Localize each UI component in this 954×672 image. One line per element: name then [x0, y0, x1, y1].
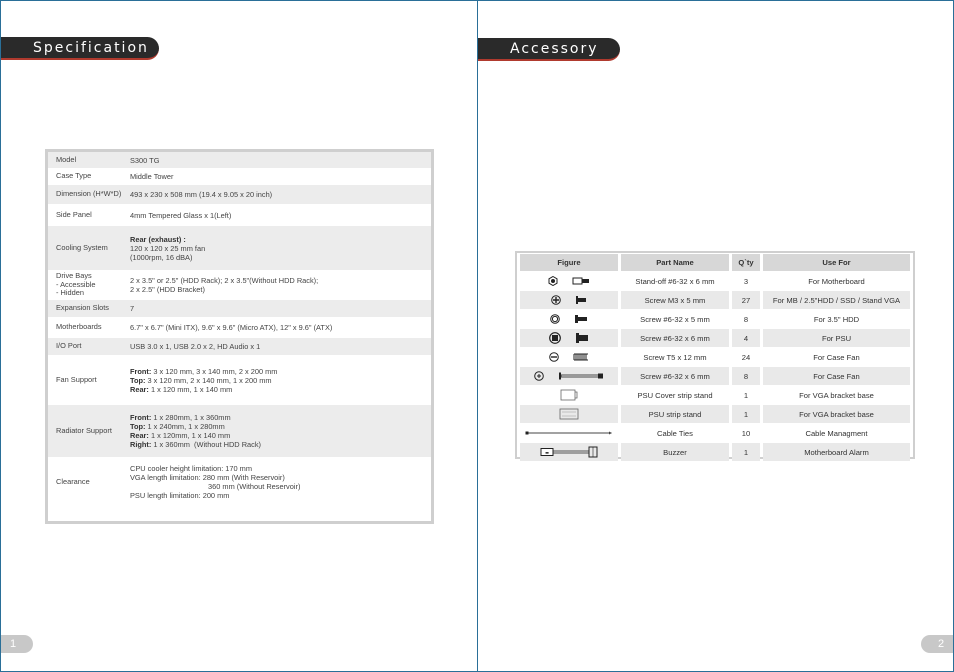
accessory-qty: 4	[732, 329, 760, 347]
spec-row	[48, 204, 431, 226]
spec-row	[48, 152, 431, 168]
spec-value-text: 120 x 120 x 25 mm fan	[130, 243, 206, 253]
spec-value-line	[130, 491, 431, 500]
accessory-row	[520, 405, 910, 423]
spec-value-text: 493 x 230 x 508 mm (19.4 x 9.05 x 20 inch)	[130, 190, 273, 199]
accessory-use-for: For MB / 2.5"HDD / SSD / Stand VGA	[763, 291, 910, 309]
spec-value-line	[130, 376, 431, 385]
spec-row	[48, 226, 431, 270]
spec-value	[130, 405, 431, 457]
spec-value-line	[130, 431, 431, 440]
spec-row	[48, 168, 431, 185]
accessory-qty: 8	[732, 367, 760, 385]
accessory-part-name: Screw M3 x 5 mm	[621, 291, 729, 309]
accessory-use-for: For Case Fan	[813, 352, 860, 362]
spec-label: Model	[56, 154, 77, 164]
spec-value-line	[130, 156, 431, 165]
accessory-row	[520, 272, 910, 290]
buzzer-icon	[520, 443, 618, 461]
spec-value-emphasis: Front:	[130, 366, 152, 376]
spec-value-text: 6.7" x 6.7" (Mini ITX), 9.6" x 9.6" (Micro ATX), 12" x 9.6" (ATX)	[130, 323, 333, 332]
accessory-table	[515, 251, 915, 459]
accessory-figure-cell	[520, 405, 618, 423]
spec-row	[48, 405, 431, 457]
spec-value-emphasis: Rear:	[130, 384, 149, 394]
spec-row	[48, 185, 431, 204]
accessory-row	[520, 386, 910, 404]
accessory-figure-cell	[520, 424, 618, 442]
accessory-figure-cell	[520, 329, 618, 347]
spec-value-text: 1 x 360mm (Without HDD Rack)	[151, 440, 261, 449]
accessory-part-name: PSU strip stand	[621, 405, 729, 423]
page-number-right: 2	[921, 635, 953, 653]
spec-value-emphasis: Rear (exhaust) :	[130, 234, 186, 244]
accessory-qty: 24	[741, 352, 751, 362]
spec-value-line	[130, 422, 431, 431]
standoff-icon	[520, 272, 618, 290]
accessory-qty: 8	[743, 314, 749, 324]
accessory-row	[520, 424, 910, 442]
accessory-row	[520, 310, 910, 328]
accessory-qty: 1	[732, 443, 760, 461]
accessory-part-name: Stand-off #6-32 x 6 mm	[635, 276, 715, 286]
cable-tie-icon	[520, 424, 618, 442]
spec-value-text: 2 x 2.5" (HDD Bracket)	[130, 285, 205, 294]
psu-cover-stand-icon	[520, 386, 618, 404]
spec-value-line	[130, 367, 431, 376]
spec-label: Motherboards	[56, 322, 102, 332]
spec-value-text: 4mm Tempered Glass x 1(Left)	[130, 210, 232, 220]
spec-value	[130, 185, 431, 204]
accessory-row	[520, 367, 910, 385]
spec-value	[130, 270, 431, 300]
spec-value	[130, 168, 431, 185]
spec-value-text: 7	[130, 304, 135, 313]
accessory-use-for: For Case Fan	[763, 367, 910, 385]
accessory-part-name: Buzzer	[621, 443, 729, 461]
spec-value-line	[130, 482, 431, 491]
accessory-use-for: For VGA bracket base	[799, 390, 874, 400]
screw-m3-icon	[520, 291, 618, 309]
accessory-part-name: PSU Cover strip stand	[637, 390, 713, 400]
accessory-use-for: For PSU	[763, 329, 910, 347]
screw-632-5-icon	[520, 310, 618, 328]
spec-label: Side Panel	[56, 209, 92, 219]
spec-value-line	[130, 190, 431, 199]
psu-strip-stand-icon	[520, 405, 618, 423]
page-number-left: 1	[1, 635, 33, 653]
accessory-part-name: Screw #6-32 x 6 mm	[621, 367, 729, 385]
spec-row	[48, 317, 431, 338]
spec-value-line	[130, 342, 431, 351]
header-qty: Q`ty	[732, 254, 760, 271]
accessory-use-for: For Motherboard	[808, 276, 865, 286]
spec-value-line	[130, 385, 431, 394]
spec-value-line	[130, 211, 431, 220]
spec-value-line	[130, 244, 431, 253]
spec-row	[48, 457, 431, 507]
spec-value-line	[130, 473, 431, 482]
spec-value-line	[130, 464, 431, 473]
accessory-row	[520, 443, 910, 461]
accessory-part-name: Cable Ties	[657, 428, 693, 438]
accessory-qty: 27	[732, 291, 760, 309]
accessory-row	[520, 329, 910, 347]
spec-value	[130, 204, 431, 226]
spec-value	[130, 226, 431, 270]
screw-632-6-icon	[520, 329, 618, 347]
spec-value-text: 1 x 120mm, 1 x 140 mm	[148, 431, 231, 440]
specification-table	[45, 149, 434, 524]
spec-value-line	[130, 440, 431, 449]
spec-value-text: 1 x 280mm, 1 x 360mm	[151, 413, 231, 422]
header-figure: Figure	[520, 254, 618, 271]
spec-value-emphasis: Rear:	[130, 431, 149, 440]
screw-t5-icon	[520, 348, 618, 366]
header-use-for: Use For	[763, 254, 910, 271]
accessory-figure-cell	[520, 291, 618, 309]
spec-row	[48, 270, 431, 300]
spec-value-line	[130, 276, 431, 285]
accessory-figure-cell	[520, 348, 618, 366]
accessory-figure-cell	[520, 272, 618, 290]
spec-value-line	[130, 235, 431, 244]
spec-value	[130, 317, 431, 338]
spec-label: Case Type	[56, 171, 92, 181]
accessory-figure-cell	[520, 443, 618, 461]
accessory-use-for: For VGA bracket base	[763, 405, 910, 423]
spec-label: I/O Port	[56, 341, 82, 351]
spec-value-text: Middle Tower	[130, 172, 174, 181]
accessory-use-for: Cable Managment	[805, 428, 868, 438]
spec-value	[130, 457, 431, 507]
accessory-qty: 1	[732, 405, 760, 423]
accessory-part-name: Screw #6-32 x 6 mm	[621, 329, 729, 347]
spec-value-text: USB 3.0 x 1, USB 2.0 x 2, HD Audio x 1	[130, 342, 261, 351]
accessory-use-for: Motherboard Alarm	[763, 443, 910, 461]
spec-value	[130, 300, 431, 317]
spec-value-line	[130, 172, 431, 181]
spec-row	[48, 300, 431, 317]
spec-value-text: 3 x 120 mm, 2 x 140 mm, 1 x 200 mm	[145, 375, 272, 385]
spec-value	[130, 355, 431, 405]
accessory-qty: 10	[741, 428, 751, 438]
accessory-qty: 3	[743, 276, 749, 286]
spec-label: Cooling System	[56, 242, 108, 252]
spec-value-text: S300 TG	[130, 155, 160, 165]
spec-value-text: 1 x 120 mm, 1 x 140 mm	[148, 384, 233, 394]
spec-row	[48, 338, 431, 355]
spec-value-text: VGA length limitation: 280 mm (With Reservoir)	[130, 473, 285, 482]
spec-label: Expansion Slots	[56, 303, 109, 313]
spec-row	[48, 355, 431, 405]
accessory-row	[520, 348, 910, 366]
spec-value-text: (1000rpm, 16 dBA)	[130, 252, 193, 262]
spec-value	[130, 338, 431, 355]
accessory-figure-cell	[520, 367, 618, 385]
spec-value-emphasis: Right:	[130, 440, 152, 449]
spec-value-line	[130, 253, 431, 262]
spec-value-emphasis: Front:	[130, 413, 152, 422]
accessory-figure-cell	[520, 310, 618, 328]
accessory-figure-cell	[520, 386, 618, 404]
specification-title: Specification	[1, 37, 159, 60]
spec-value-line	[130, 304, 431, 313]
accessory-row	[520, 291, 910, 309]
spec-label: Clearance	[56, 476, 90, 486]
accessory-title: Accessory	[478, 38, 620, 61]
spec-value-text: PSU length limitation: 200 mm	[130, 491, 230, 500]
spec-label: Radiator Support	[56, 425, 112, 435]
spec-value-line	[130, 285, 431, 294]
spec-label: Fan Support	[56, 374, 97, 384]
spec-value-line	[130, 323, 431, 332]
spec-value-emphasis: Top:	[130, 422, 146, 431]
svg-text:▬: ▬	[545, 450, 549, 455]
accessory-part-name: Screw T5 x 12 mm	[643, 352, 707, 362]
spec-value-emphasis: Top:	[130, 375, 146, 385]
accessory-use-for: For 3.5" HDD	[813, 314, 860, 324]
spec-label: Drive Bays - Accessible - Hidden	[56, 271, 96, 298]
spec-value-text: 2 x 3.5" or 2.5" (HDD Rack); 2 x 3.5"(Without HDD Rack);	[130, 276, 319, 285]
spec-value-line	[130, 413, 431, 422]
spec-value-text: CPU cooler height limitation: 170 mm	[130, 464, 252, 473]
long-screw-icon	[520, 367, 618, 385]
accessory-part-name: Screw #6-32 x 5 mm	[640, 314, 710, 324]
spec-label: Dimension (H*W*D)	[56, 189, 122, 199]
spec-value-text: 360 mm (Without Reservoir)	[130, 482, 301, 491]
header-part-name: Part Name	[621, 254, 729, 271]
spec-value-text: 1 x 240mm, 1 x 280mm	[145, 422, 225, 431]
spec-value-text: 3 x 120 mm, 3 x 140 mm, 2 x 200 mm	[151, 366, 278, 376]
spec-value	[130, 152, 431, 168]
accessory-qty: 1	[743, 390, 749, 400]
